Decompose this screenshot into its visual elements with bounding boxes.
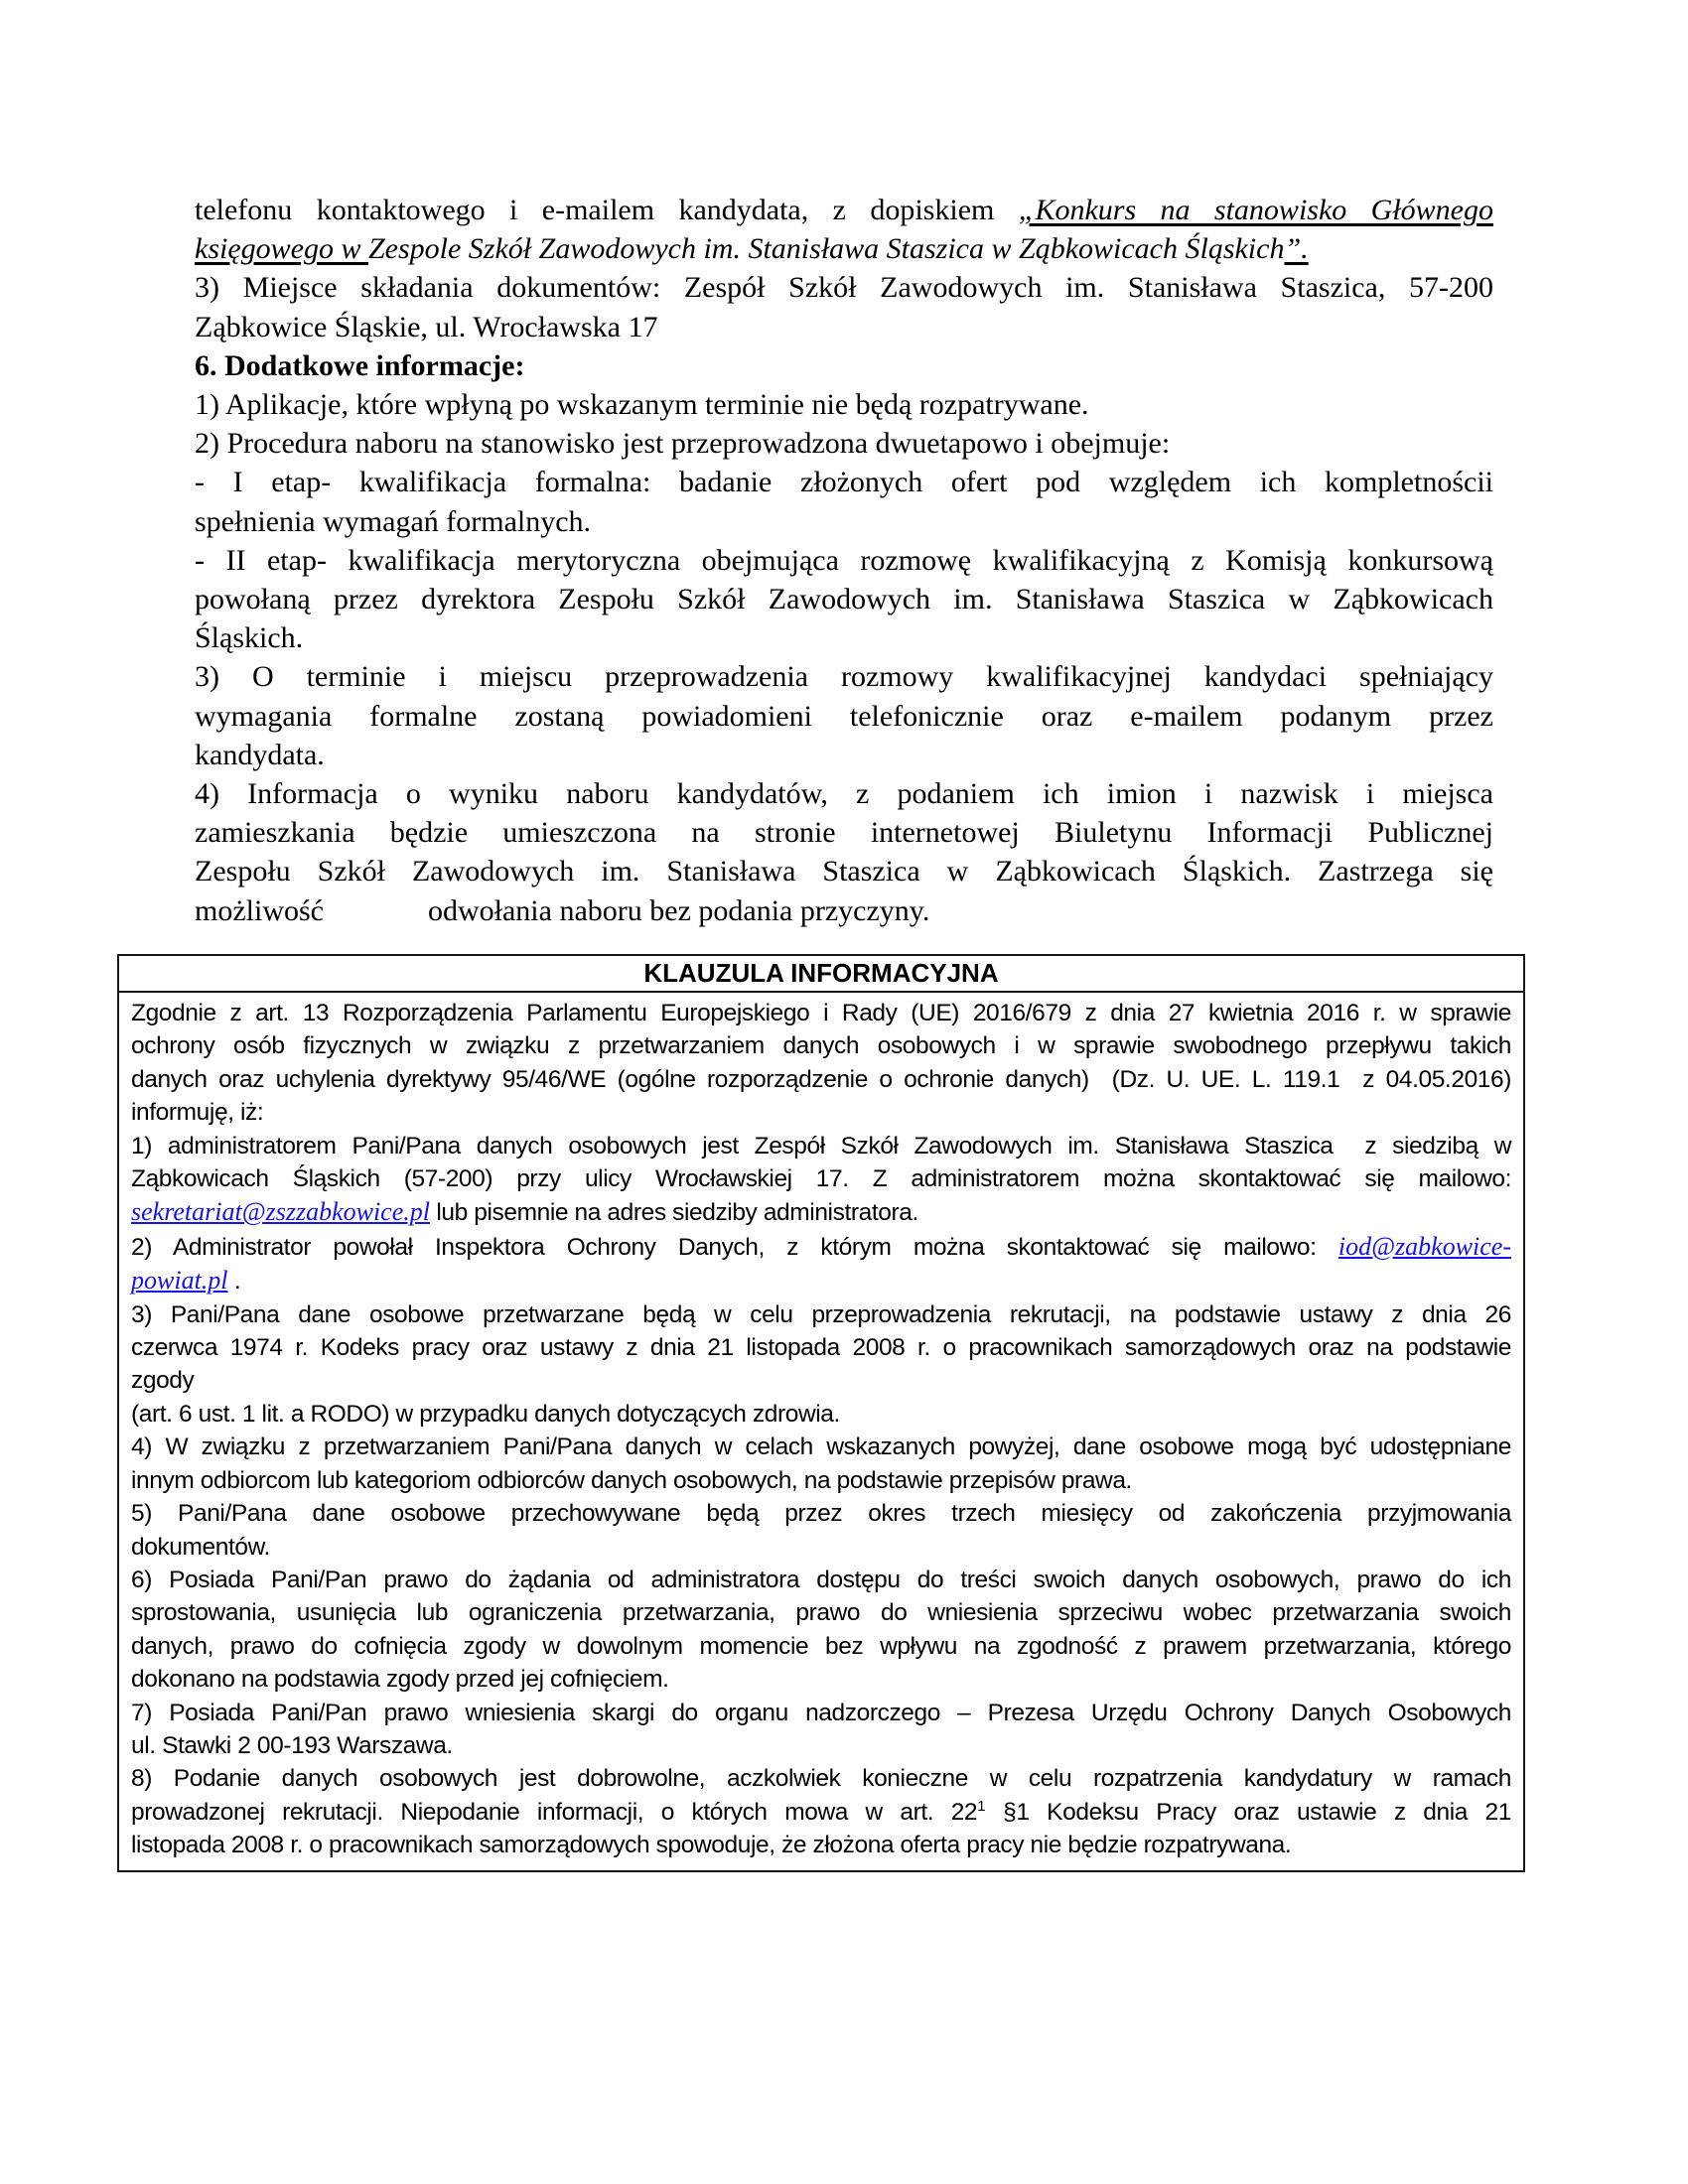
text-line — [131, 1162, 1511, 1195]
text-line — [195, 308, 1493, 346]
text-line — [195, 618, 1493, 657]
text-segment: 7) Posiada Pani/Pan prawo wniesienia skargi do organu nadzorczego – Prezesa Urzędu Ochrony Danych Osobowych — [131, 1699, 1511, 1726]
text-segment: 1) Aplikacje, które wpłyną po wskazanym terminie nie będą rozpatrywane. — [195, 388, 1089, 422]
text-line — [131, 1130, 1511, 1162]
text-segment: 6) Posiada Pani/Pan prawo do żądania od administratora dostępu do treści swoich danych osobowych, prawo do ich — [131, 1566, 1511, 1593]
text-segment: 4) Informacja o wyniku naboru kandydatów, z podaniem ich imion i nazwisk i miejsca — [195, 777, 1493, 811]
text-segment: danych oraz uchylenia dyrektywy 95/46/WE (ogólne rozporządzenie o ochronie danych) (Dz. U. UE. L. 119.1 z 04.05.2016) — [131, 1065, 1511, 1093]
text-line — [195, 891, 1493, 930]
text-line — [195, 697, 1493, 736]
text-line — [131, 1029, 1511, 1062]
text-line — [131, 1697, 1511, 1729]
text-line — [195, 657, 1493, 696]
email-link[interactable]: powiat.pl — [131, 1266, 228, 1296]
text-segment: Zespołu Szkół Zawodowych im. Stanisława Staszica w Ząbkowicach Śląskich. Zastrzega się — [195, 855, 1493, 888]
text-segment: spełnienia wymagań formalnych. — [195, 504, 592, 538]
text-segment: Zespole Szkół Zawodowych im. Stanisława Staszica w Ząbkowicach Śląskich — [367, 232, 1285, 266]
text-segment: lub pisemnie na adres siedziby administratora. — [429, 1199, 918, 1227]
text-line — [131, 1195, 1511, 1229]
text-segment: listopada 2008 r. o pracownikach samorządowych spowoduje, że złożona oferta pracy nie będzie rozpatrywana. — [131, 1832, 1292, 1859]
text-segment: ochrony osób fizycznych w związku z przetwarzaniem danych osobowych i w sprawie swobodnego przepływu takich — [131, 1032, 1511, 1060]
text-segment: możliwość odwołania naboru bez podania przyczyny. — [195, 893, 930, 927]
text-segment: danych, prawo do cofnięcia zgody w dowolnym momencie bez wpływu na zgodność z prawem przetwarzania, którego — [131, 1632, 1511, 1660]
text-segment: telefonu kontaktowego i e-mailem kandydata, z dopiskiem — [195, 194, 1019, 226]
info-clause-body — [119, 993, 1523, 1870]
text-line — [131, 1264, 1511, 1297]
text-line — [131, 1096, 1511, 1129]
text-segment: Ząbkowicach Śląskich (57-200) przy ulicy Wrocławskiej 17. Z administratorem można skontaktować się mailowo: — [131, 1165, 1511, 1193]
text-line — [131, 1531, 1511, 1564]
text-segment: ”. — [1284, 232, 1309, 266]
text-line — [195, 852, 1493, 890]
text-line — [195, 463, 1493, 501]
text-segment: informuję, iż: — [131, 1099, 264, 1127]
body-text — [195, 191, 1493, 930]
text-segment: prowadzonej rekrutacji. Niepodanie informacji, o których mowa w art. 22 — [131, 1798, 978, 1826]
text-segment: 6. Dodatkowe informacje: — [195, 348, 525, 382]
text-line — [131, 1063, 1511, 1096]
text-segment: innym odbiorcom lub kategoriom odbiorców danych osobowych, na podstawie przepisów prawa. — [131, 1466, 1132, 1494]
text-line — [131, 1464, 1511, 1497]
email-link[interactable]: sekretariat@zszzabkowice.pl — [131, 1197, 430, 1227]
text-line — [131, 1630, 1511, 1663]
text-line — [131, 1829, 1511, 1861]
text-segment: 5) Pani/Pana dane osobowe przechowywane będą przez okres trzech miesięcy od zakończenia przyjmowania — [131, 1500, 1511, 1528]
text-line — [131, 1596, 1511, 1629]
text-segment: - I etap- kwalifikacja formalna: badanie złożonych ofert pod względem ich kompletnościi — [195, 466, 1493, 499]
text-segment: 2) Administrator powołał Inspektora Ochrony Danych, z którym można skontaktować się mailowo: — [131, 1233, 1338, 1261]
text-line — [195, 229, 1493, 268]
text-segment: księgowego w — [195, 232, 368, 266]
text-segment: . — [227, 1268, 241, 1296]
info-clause-box — [117, 954, 1525, 1872]
text-line — [195, 346, 1493, 385]
text-segment: 3) O terminie i miejscu przeprowadzenia rozmowy kwalifikacyjnej kandydaci spełniający — [195, 660, 1493, 694]
text-segment: Zgodnie z art. 13 Rozporządzenia Parlamentu Europejskiego i Rady (UE) 2016/679 z dnia 27 kwietnia 2016 r. w sprawie — [131, 1000, 1511, 1026]
text-segment: - II etap- kwalifikacja merytoryczna obejmująca rozmowę kwalifikacyjną z Komisją konkursową — [195, 543, 1493, 577]
text-segment: czerwca 1974 r. Kodeks pracy oraz ustawy z dnia 21 listopada 2008 r. o pracownikach samorządowych oraz na podstawie — [131, 1334, 1511, 1362]
text-segment: sprostowania, usunięcia lub ograniczenia przetwarzania, prawo do wniesienia sprzeciwu wobec przetwarzania swoich — [131, 1599, 1511, 1627]
text-segment: 1) administratorem Pani/Pana danych osobowych jest Zespół Szkół Zawodowych im. Stanisława Staszica z siedzibą w — [131, 1132, 1511, 1160]
text-line — [195, 736, 1493, 774]
text-line — [195, 813, 1493, 852]
text-segment: „Konkurs na stanowisko Głównego — [1018, 194, 1493, 226]
text-segment: §1 Kodeksu Pracy oraz ustawie z dnia 21 — [985, 1798, 1512, 1826]
text-segment: ul. Stawki 2 00-193 Warszawa. — [131, 1731, 453, 1759]
info-clause-title: KLAUZULA INFORMACYJNA — [119, 956, 1523, 993]
email-link[interactable]: iod@zabkowice- — [1337, 1231, 1511, 1261]
text-line — [131, 1431, 1511, 1463]
text-segment: dokumentów. — [131, 1533, 270, 1561]
text-line — [131, 1298, 1511, 1331]
text-line — [195, 268, 1493, 307]
text-line — [131, 1729, 1511, 1762]
text-line — [131, 1331, 1511, 1364]
text-segment: dokonano na podstawia zgody przed jej cofnięciem. — [131, 1666, 669, 1694]
text-line — [131, 1564, 1511, 1596]
text-segment: Ząbkowice Śląskie, ul. Wrocławska 17 — [195, 310, 658, 343]
text-segment: 4) W związku z przetwarzaniem Pani/Pana danych w celach wskazanych powyżej, dane osobowe mogą być udostępniane — [131, 1433, 1511, 1461]
text-line — [131, 1398, 1511, 1431]
text-line — [195, 502, 1493, 541]
text-segment: 2) Procedura naboru na stanowisko jest przeprowadzona dwuetapowo i obejmuje: — [195, 427, 1171, 461]
text-segment: powołaną przez dyrektora Zespołu Szkół Zawodowych im. Stanisława Staszica w Ząbkowicach — [195, 583, 1493, 616]
text-segment: 1 — [977, 1797, 986, 1815]
text-line — [195, 541, 1493, 580]
text-segment: Śląskich. — [195, 621, 304, 655]
text-segment: kandydata. — [195, 738, 325, 771]
text-line — [195, 191, 1493, 229]
text-line — [131, 1497, 1511, 1530]
text-line — [131, 997, 1511, 1029]
text-segment: 3) Pani/Pana dane osobowe przetwarzane będą w celu przeprowadzenia rekrutacji, na podstawie ustawy z dnia 26 — [131, 1300, 1511, 1328]
text-segment: 3) Miejsce składania dokumentów: Zespół Szkół Zawodowych im. Stanisława Staszica, 57-200 — [195, 271, 1493, 305]
text-segment: zgody — [131, 1367, 195, 1395]
text-segment: 8) Podanie danych osobowych jest dobrowolne, aczkolwiek konieczne w celu rozpatrzenia kandydatury w ramach — [131, 1765, 1511, 1793]
text-line — [131, 1364, 1511, 1397]
text-segment: wymagania formalne zostaną powiadomieni telefonicznie oraz e-mailem podanym przez — [195, 699, 1493, 733]
text-line — [131, 1796, 1511, 1829]
text-line — [195, 424, 1493, 463]
text-line — [195, 580, 1493, 618]
text-line — [131, 1762, 1511, 1795]
text-line — [195, 774, 1493, 813]
text-line — [195, 385, 1493, 424]
text-line — [131, 1230, 1511, 1264]
text-segment: zamieszkania będzie umieszczona na stronie internetowej Biuletynu Informacji Publicznej — [195, 816, 1493, 850]
text-segment: (art. 6 ust. 1 lit. a RODO) w przypadku danych dotyczących zdrowia. — [131, 1400, 840, 1428]
text-line — [131, 1663, 1511, 1696]
